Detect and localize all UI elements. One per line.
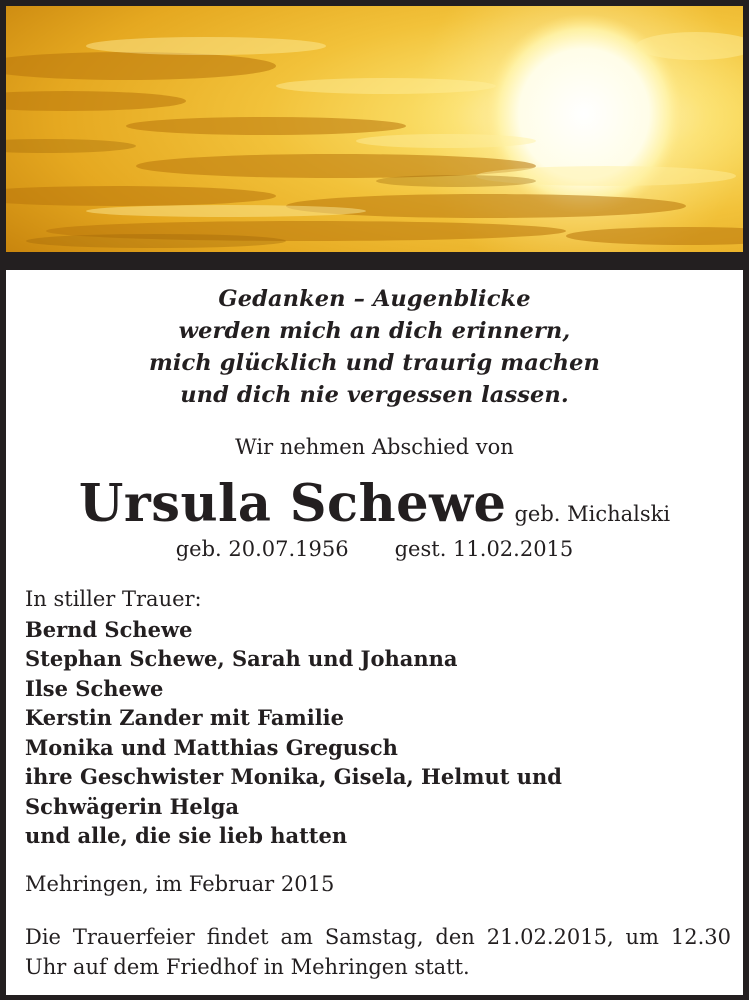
mourner-entry: Kerstin Zander mit Familie	[25, 705, 345, 730]
poem-line: mich glücklich und traurig machen	[148, 350, 600, 376]
mourner-entry: Monika und Matthias Gregusch	[25, 734, 398, 760]
mourners-list	[25, 585, 725, 851]
deceased-name: Ursula Schewe	[78, 474, 507, 534]
mourner-entry: Bernd Schewe	[25, 616, 193, 642]
deceased-name-line	[6, 474, 743, 534]
poem-line: Gedanken – Augenblicke	[218, 286, 531, 312]
mourner-entry: ihre Geschwister Monika, Gisela, Helmut und	[25, 764, 562, 789]
death-date: gest. 11.02.2015	[394, 537, 574, 561]
sunset-sky-image	[6, 6, 743, 252]
poem-line: und dich nie vergessen lassen.	[180, 382, 569, 408]
mourner-entry: Ilse Schewe	[25, 675, 164, 701]
funeral-info: Die Trauerfeier findet am Samstag, den 21.02.2015, um 12.30 Uhr auf dem Friedhof in Mehringen statt.	[25, 925, 731, 979]
mourner-entry: und alle, die sie lieb hatten	[25, 823, 348, 848]
poem-line: werden mich an dich erinnern,	[178, 318, 571, 344]
mourner-entry: Stephan Schewe, Sarah und Johanna	[25, 646, 458, 671]
mourners-heading: In stiller Trauer:	[25, 587, 202, 611]
poem-verse	[6, 283, 743, 411]
life-dates	[6, 534, 743, 564]
frame-bottom-border	[0, 995, 749, 1000]
mourner-entry: Schwägerin Helga	[25, 793, 240, 819]
birth-date: geb. 20.07.1956	[175, 537, 349, 561]
place-and-date: Mehringen, im Februar 2015	[25, 872, 335, 896]
maiden-name: geb. Michalski	[514, 502, 671, 526]
frame-right-border	[743, 0, 749, 1000]
farewell-intro: Wir nehmen Abschied von	[235, 435, 514, 459]
